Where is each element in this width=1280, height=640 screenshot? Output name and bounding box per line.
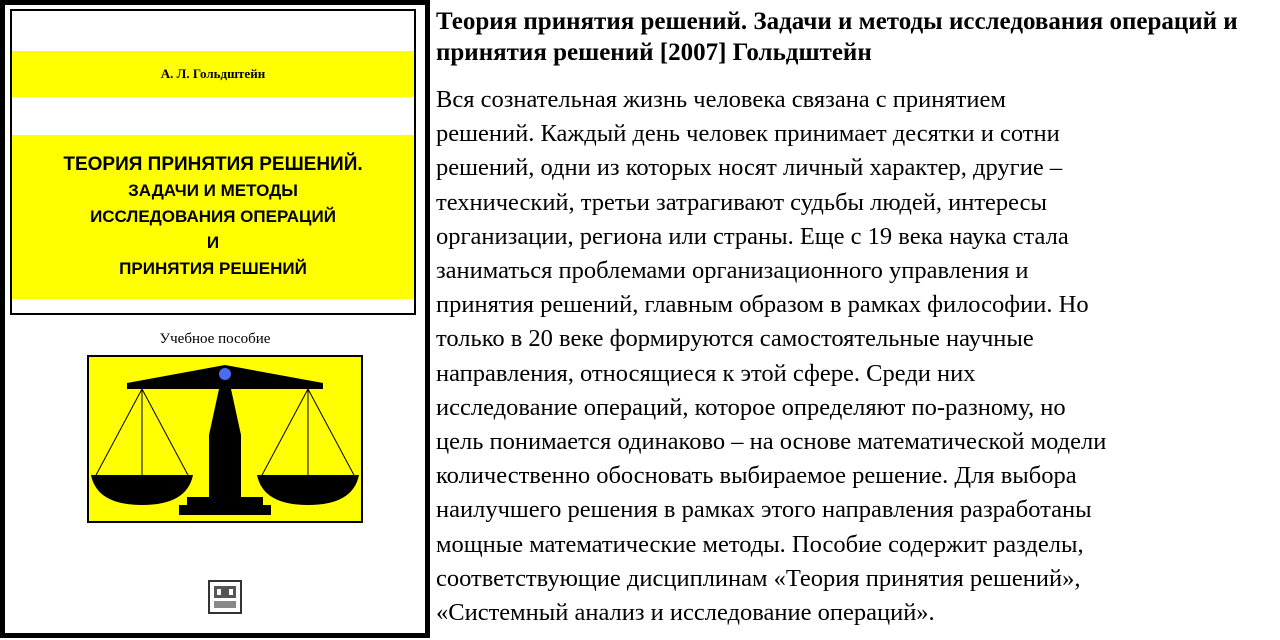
publisher-logo	[205, 577, 245, 617]
description-line: количественно обосновать выбираемое решение. Для выбора	[436, 462, 1077, 490]
description-line: Вся сознательная жизнь человека связана с принятием	[436, 86, 1006, 113]
cover-title-line: ИССЛЕДОВАНИЯ ОПЕРАЦИЙ	[90, 207, 336, 226]
description-line: только в 20 веке формируются самостоятельные научные	[436, 325, 1034, 353]
title-band	[12, 135, 414, 299]
description-line: решений. Каждый день человек принимает десятки и сотни	[436, 120, 1060, 148]
description-line: технический, третьи затрагивают судьбы людей, интересы	[436, 188, 1047, 216]
description-line: цель понимается одинаково – на основе математической модели	[436, 428, 1107, 456]
cover-header-frame	[10, 9, 416, 315]
cover-title-line: ЗАДАЧИ И МЕТОДЫ	[128, 181, 298, 200]
description-line: соответствующие дисциплинам «Теория принятия решений»,	[436, 564, 1081, 592]
cover-title-line: И	[206, 233, 220, 252]
description-line: заниматься проблемами организационного управления и	[436, 257, 1029, 285]
description-line: решений, одни из которых носят личный характер, другие –	[436, 154, 1063, 182]
cover-title-line: ПРИНЯТИЯ РЕШЕНИЙ	[119, 259, 307, 278]
book-description	[436, 83, 1276, 630]
cover-title-line: ТЕОРИЯ ПРИНЯТИЯ РЕШЕНИЙ.	[63, 154, 363, 175]
description-line: исследование операций, которое определяют по-разному, но	[436, 393, 1066, 421]
description-line: организации, региона или страны. Еще с 19 века наука стала	[436, 222, 1069, 250]
cover-subtitle: Учебное пособие	[159, 331, 271, 347]
scales-illustration	[87, 355, 363, 523]
description-line: направления, относящиеся к этой сфере. Среди них	[436, 359, 976, 387]
book-info	[436, 6, 1276, 630]
description-line: наилучшего решения в рамках этого направления разработаны	[436, 496, 1092, 524]
description-line: мощные математические методы. Пособие содержит разделы,	[436, 530, 1084, 558]
book-title: Теория принятия решений. Задачи и методы исследования операций и принятия решений [2007] Гольдштейн	[436, 8, 1238, 66]
description-line: принятия решений, главным образом в рамках философии. Но	[436, 291, 1089, 319]
cover-author: А. Л. Гольдштейн	[160, 66, 266, 81]
description-line: «Системный анализ и исследование операций».	[436, 599, 935, 627]
book-cover	[0, 0, 430, 638]
author-band	[12, 51, 414, 97]
